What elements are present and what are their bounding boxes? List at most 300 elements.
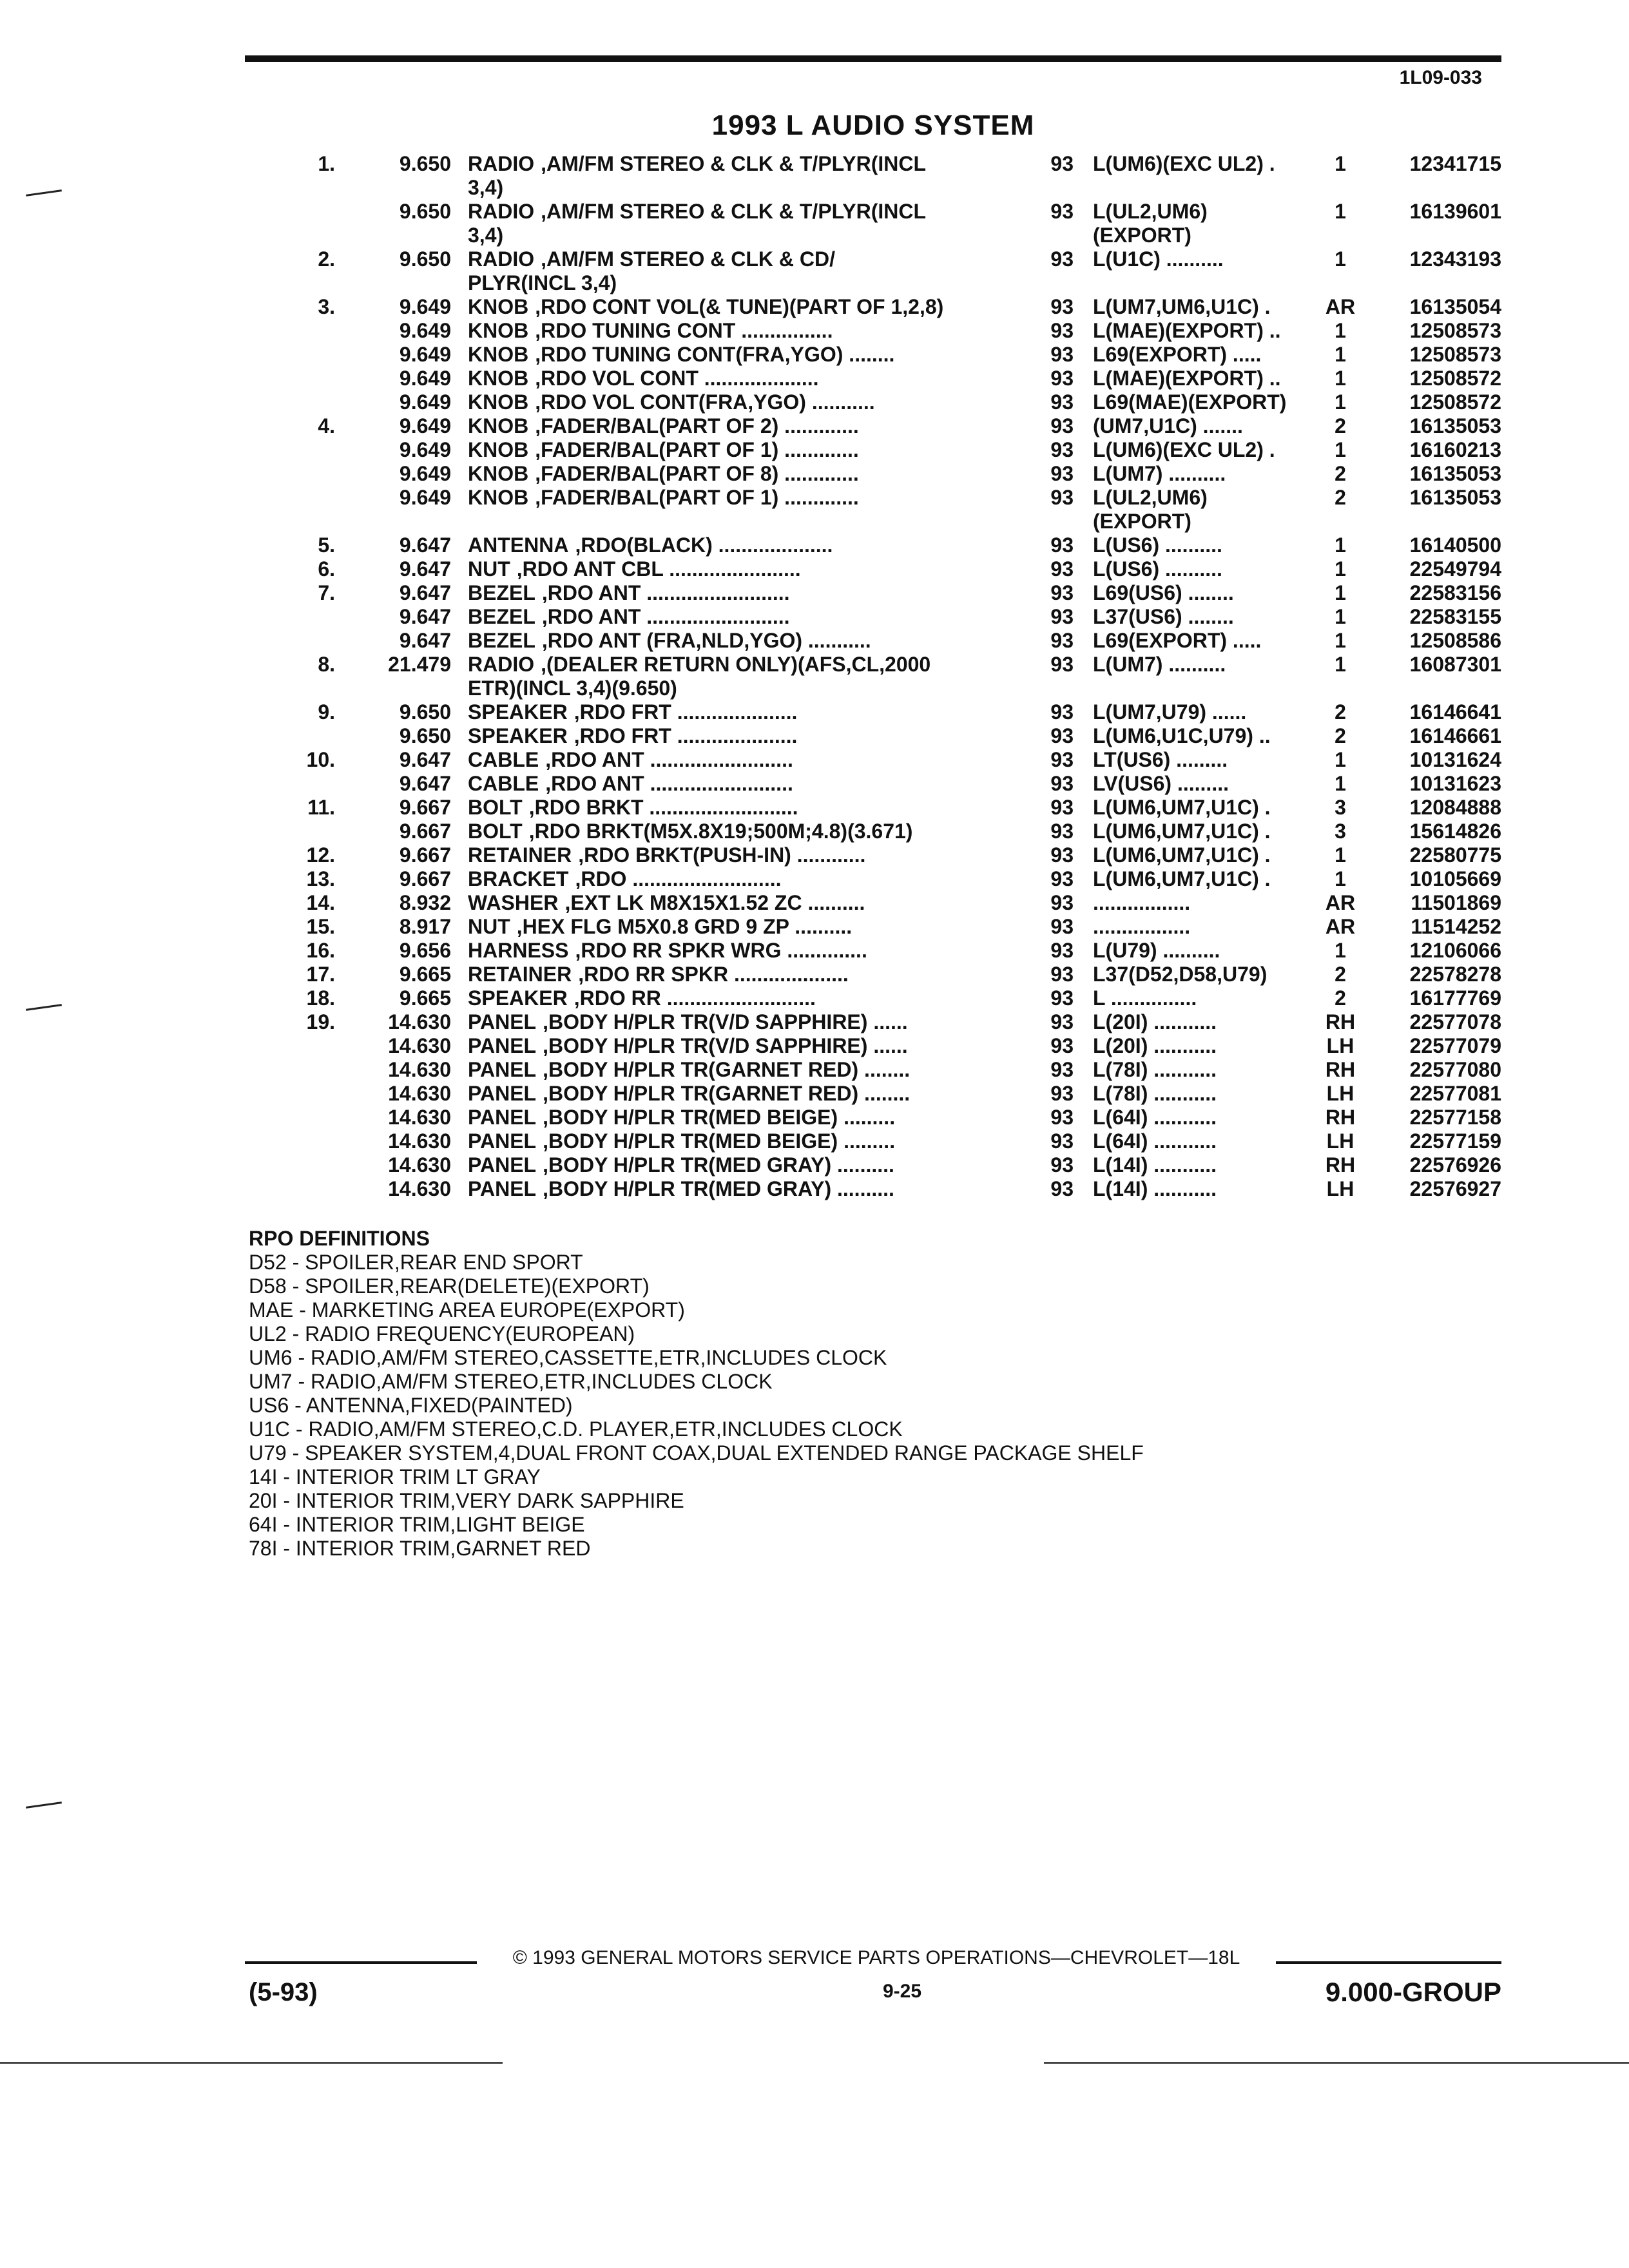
part-name: CABLE — [468, 772, 539, 795]
group-number: 9.665 — [399, 986, 451, 1010]
table-row — [0, 581, 1629, 605]
footer-page-number: 9-25 — [882, 1981, 922, 2002]
quantity: RH — [1325, 1153, 1356, 1177]
part-detail: ,RDO FRT ..................... — [574, 700, 798, 724]
part-description — [468, 700, 1048, 724]
part-name: PANEL — [468, 1058, 537, 1081]
quantity: 1 — [1335, 152, 1346, 175]
group-number: 14.630 — [388, 1010, 451, 1033]
group-number: 9.649 — [399, 367, 451, 390]
quantity: LH — [1326, 1034, 1354, 1057]
part-number: 22577159 — [1409, 1129, 1501, 1153]
item-number: 18. — [306, 986, 335, 1010]
quantity: 1 — [1335, 438, 1346, 461]
table-row — [0, 724, 1629, 748]
application — [1093, 533, 1312, 557]
application-line: L(78I) ........... — [1093, 1058, 1217, 1081]
part-name: BRACKET — [468, 867, 569, 890]
margin-mark — [26, 1802, 62, 1809]
parts-table — [0, 152, 1629, 1201]
application-line: L(UM6,U1C,U79) .. — [1093, 724, 1271, 747]
table-row — [0, 343, 1629, 367]
application-line: L(20I) ........... — [1093, 1010, 1217, 1033]
group-number: 14.630 — [388, 1129, 451, 1153]
part-number: 15614826 — [1409, 820, 1501, 843]
part-number: 10105669 — [1409, 867, 1501, 890]
table-row — [0, 1058, 1629, 1082]
part-number: 22577081 — [1409, 1082, 1501, 1105]
table-row — [0, 438, 1629, 462]
footer-group: 9.000-GROUP — [1325, 1977, 1501, 2007]
quantity: 1 — [1335, 843, 1346, 867]
part-detail: ,BODY H/PLR TR(V/D SAPPHIRE) ...... — [543, 1010, 908, 1033]
table-row — [0, 629, 1629, 653]
part-detail: ,RDO ANT ......................... — [541, 581, 790, 604]
part-detail: ,BODY H/PLR TR(MED BEIGE) ......... — [543, 1106, 896, 1129]
table-row — [0, 414, 1629, 438]
table-row — [0, 867, 1629, 891]
part-name: RADIO — [468, 247, 535, 271]
part-name: PANEL — [468, 1082, 537, 1105]
quantity: 1 — [1335, 247, 1346, 271]
application-line: L(20I) ........... — [1093, 1034, 1217, 1057]
part-description — [468, 748, 1048, 772]
item-number: 2. — [318, 247, 335, 271]
part-number: 16177769 — [1409, 986, 1501, 1010]
part-description — [468, 939, 1048, 963]
part-description — [468, 200, 1048, 247]
application-line: L(U1C) .......... — [1093, 247, 1224, 271]
part-detail: ,BODY H/PLR TR(V/D SAPPHIRE) ...... — [543, 1034, 908, 1057]
table-row — [0, 1177, 1629, 1201]
application-line: L37(D52,D58,U79) — [1093, 963, 1268, 986]
part-number: 16135053 — [1409, 486, 1501, 509]
quantity: AR — [1325, 915, 1356, 938]
model-year: 93 — [1050, 843, 1074, 867]
model-year: 93 — [1050, 891, 1074, 914]
part-detail: ,RDO .......................... — [575, 867, 782, 890]
model-year: 93 — [1050, 152, 1074, 175]
application-line: L(UM7,U79) ...... — [1093, 700, 1247, 724]
group-number: 8.932 — [399, 891, 451, 914]
table-row — [0, 1010, 1629, 1034]
part-number: 12341715 — [1409, 152, 1501, 175]
part-description — [468, 891, 1048, 915]
part-number: 22577080 — [1409, 1058, 1501, 1081]
application-line: L(MAE)(EXPORT) .. — [1093, 367, 1281, 390]
application — [1093, 1177, 1312, 1201]
application-line: L(UM7) .......... — [1093, 653, 1226, 676]
model-year: 93 — [1050, 629, 1074, 652]
application — [1093, 986, 1312, 1010]
model-year: 93 — [1050, 939, 1074, 962]
rpo-title: RPO DEFINITIONS — [249, 1227, 430, 1250]
group-number: 9.647 — [399, 605, 451, 628]
part-name: PANEL — [468, 1034, 537, 1057]
part-description — [468, 820, 1048, 843]
part-description — [468, 986, 1048, 1010]
part-description — [468, 533, 1048, 557]
application — [1093, 1010, 1312, 1034]
model-year: 93 — [1050, 1010, 1074, 1033]
part-name: KNOB — [468, 390, 529, 414]
part-name: BEZEL — [468, 605, 535, 628]
bottom-scan-line-right — [1044, 2062, 1629, 2064]
application — [1093, 653, 1312, 677]
part-description — [468, 390, 1048, 414]
table-row — [0, 963, 1629, 986]
footer-date: (5-93) — [249, 1978, 318, 2006]
item-number: 1. — [318, 152, 335, 175]
part-description — [468, 1177, 1048, 1201]
item-number: 16. — [306, 939, 335, 962]
part-description — [468, 486, 1048, 510]
part-detail: ,RDO RR SPKR .................... — [578, 963, 849, 986]
table-row — [0, 748, 1629, 772]
item-number: 12. — [306, 843, 335, 867]
part-name: BEZEL — [468, 581, 535, 604]
model-year: 93 — [1050, 1082, 1074, 1105]
model-year: 93 — [1050, 1058, 1074, 1081]
table-row — [0, 1082, 1629, 1106]
application — [1093, 486, 1312, 533]
table-row — [0, 796, 1629, 820]
rpo-definition-line: 20I - INTERIOR TRIM,VERY DARK SAPPHIRE — [249, 1489, 684, 1512]
quantity: 2 — [1335, 414, 1346, 437]
part-description — [468, 462, 1048, 486]
model-year: 93 — [1050, 367, 1074, 390]
part-detail: ,FADER/BAL(PART OF 1) ............. — [535, 486, 859, 509]
item-number: 9. — [318, 700, 335, 724]
quantity: 1 — [1335, 939, 1346, 962]
model-year: 93 — [1050, 748, 1074, 771]
table-row — [0, 319, 1629, 343]
application-line: L(US6) .......... — [1093, 533, 1222, 557]
application — [1093, 438, 1312, 462]
group-number: 9.656 — [399, 939, 451, 962]
group-number: 9.650 — [399, 152, 451, 175]
table-row — [0, 200, 1629, 247]
item-number: 15. — [306, 915, 335, 938]
application — [1093, 724, 1312, 748]
quantity: LH — [1326, 1129, 1354, 1153]
table-row — [0, 653, 1629, 700]
application-line: L37(US6) ........ — [1093, 605, 1234, 628]
model-year: 93 — [1050, 533, 1074, 557]
part-description — [468, 1058, 1048, 1082]
part-number: 11501869 — [1411, 891, 1501, 914]
application — [1093, 748, 1312, 772]
group-number: 9.647 — [399, 629, 451, 652]
part-detail: ,AM/FM STEREO & CLK & T/PLYR(INCL — [541, 152, 927, 175]
quantity: 1 — [1335, 390, 1346, 414]
item-number: 8. — [318, 653, 335, 676]
model-year: 93 — [1050, 700, 1074, 724]
part-name: SPEAKER — [468, 724, 568, 747]
part-detail: ,(DEALER RETURN ONLY)(AFS,CL,2000 — [541, 653, 931, 676]
quantity: 1 — [1335, 533, 1346, 557]
part-number: 22583156 — [1409, 581, 1501, 604]
table-row — [0, 1106, 1629, 1129]
item-number: 5. — [318, 533, 335, 557]
part-number: 16087301 — [1409, 653, 1501, 676]
part-description — [468, 581, 1048, 605]
application-line: L(U79) .......... — [1093, 939, 1220, 962]
quantity: 2 — [1335, 462, 1346, 485]
group-number: 9.667 — [399, 843, 451, 867]
footer-rule-right — [1276, 1961, 1501, 1964]
part-description — [468, 629, 1048, 653]
application — [1093, 414, 1312, 438]
part-name: NUT — [468, 915, 510, 938]
rpo-definition-line: UL2 - RADIO FREQUENCY(EUROPEAN) — [249, 1322, 635, 1345]
part-name: RADIO — [468, 653, 535, 676]
table-row — [0, 915, 1629, 939]
page-title: 1993 L AUDIO SYSTEM — [711, 110, 1035, 141]
part-number: 16146641 — [1409, 700, 1501, 724]
application — [1093, 295, 1312, 319]
model-year: 93 — [1050, 1106, 1074, 1129]
rpo-definition-line: U79 - SPEAKER SYSTEM,4,DUAL FRONT COAX,DUAL EXTENDED RANGE PACKAGE SHELF — [249, 1441, 1144, 1465]
group-number: 14.630 — [388, 1082, 451, 1105]
group-number: 9.649 — [399, 414, 451, 437]
model-year: 93 — [1050, 772, 1074, 795]
quantity: AR — [1325, 295, 1356, 318]
part-name: CABLE — [468, 748, 539, 771]
application — [1093, 557, 1312, 581]
part-detail: ,RDO TUNING CONT ................ — [535, 319, 833, 342]
model-year: 93 — [1050, 820, 1074, 843]
part-number: 12343193 — [1409, 247, 1501, 271]
part-description — [468, 319, 1048, 343]
group-number: 9.647 — [399, 533, 451, 557]
model-year: 93 — [1050, 200, 1074, 223]
part-name: RETAINER — [468, 843, 572, 867]
application-line: L69(EXPORT) ..... — [1093, 343, 1262, 366]
group-number: 9.667 — [399, 820, 451, 843]
application-line: L(UM6,UM7,U1C) . — [1093, 796, 1271, 819]
application-line: L69(MAE)(EXPORT) — [1093, 390, 1287, 414]
application — [1093, 1129, 1312, 1153]
quantity: 3 — [1335, 796, 1346, 819]
part-number: 16135053 — [1409, 414, 1501, 437]
application — [1093, 581, 1312, 605]
part-detail: ,RDO ANT ......................... — [541, 605, 790, 628]
model-year: 93 — [1050, 390, 1074, 414]
quantity: 1 — [1335, 343, 1346, 366]
part-detail: ,RDO BRKT(M5X.8X19;500M;4.8)(3.671) — [528, 820, 913, 843]
item-number: 14. — [306, 891, 335, 914]
part-description — [468, 367, 1048, 390]
rpo-definitions — [249, 1227, 1144, 1561]
part-name: RETAINER — [468, 963, 572, 986]
table-row — [0, 1153, 1629, 1177]
part-name: PANEL — [468, 1177, 537, 1200]
part-number: 22580775 — [1409, 843, 1501, 867]
part-name: KNOB — [468, 462, 529, 485]
application — [1093, 152, 1312, 176]
part-detail: ,RDO ANT ......................... — [545, 772, 793, 795]
part-name: KNOB — [468, 319, 529, 342]
application-line: L(UM6,UM7,U1C) . — [1093, 820, 1271, 843]
model-year: 93 — [1050, 462, 1074, 485]
rpo-definition-line: 78I - INTERIOR TRIM,GARNET RED — [249, 1537, 591, 1560]
part-name: KNOB — [468, 343, 529, 366]
part-detail-continued: PLYR(INCL 3,4) — [468, 271, 617, 294]
rpo-definition-line: UM6 - RADIO,AM/FM STEREO,CASSETTE,ETR,INCLUDES CLOCK — [249, 1346, 887, 1369]
footer-rule-left — [245, 1961, 477, 1964]
part-detail: ,BODY H/PLR TR(MED GRAY) .......... — [543, 1153, 894, 1177]
group-number: 9.650 — [399, 200, 451, 223]
item-number: 17. — [306, 963, 335, 986]
page-code: 1L09-033 — [1399, 67, 1482, 88]
application — [1093, 629, 1312, 653]
part-number: 22577158 — [1409, 1106, 1501, 1129]
part-detail: ,RDO TUNING CONT(FRA,YGO) ........ — [535, 343, 895, 366]
group-number: 14.630 — [388, 1058, 451, 1081]
part-number: 10131624 — [1409, 748, 1501, 771]
part-name: WASHER — [468, 891, 559, 914]
part-name: PANEL — [468, 1010, 537, 1033]
part-description — [468, 343, 1048, 367]
quantity: 1 — [1335, 367, 1346, 390]
part-description — [468, 295, 1048, 319]
rpo-definition-line: US6 - ANTENNA,FIXED(PAINTED) — [249, 1394, 573, 1417]
part-number: 11514252 — [1411, 915, 1501, 938]
application-line: L(64I) ........... — [1093, 1106, 1217, 1129]
application-line: ................. — [1093, 891, 1191, 914]
quantity: 2 — [1335, 486, 1346, 509]
rpo-definition-line: 64I - INTERIOR TRIM,LIGHT BEIGE — [249, 1513, 585, 1536]
part-number: 12508573 — [1409, 319, 1501, 342]
part-number: 12508586 — [1409, 629, 1501, 652]
model-year: 93 — [1050, 796, 1074, 819]
application-line-continued: (EXPORT) — [1093, 224, 1191, 247]
part-name: HARNESS — [468, 939, 569, 962]
part-detail: ,AM/FM STEREO & CLK & CD/ — [541, 247, 835, 271]
part-detail: ,AM/FM STEREO & CLK & T/PLYR(INCL — [541, 200, 927, 223]
table-row — [0, 843, 1629, 867]
application — [1093, 867, 1312, 891]
application-line: L(14I) ........... — [1093, 1153, 1217, 1177]
application — [1093, 319, 1312, 343]
application — [1093, 367, 1312, 390]
application — [1093, 1058, 1312, 1082]
application-line: L(US6) .......... — [1093, 557, 1222, 581]
part-description — [468, 772, 1048, 796]
part-number: 12508572 — [1409, 390, 1501, 414]
part-name: RADIO — [468, 200, 535, 223]
quantity: 2 — [1335, 700, 1346, 724]
part-description — [468, 724, 1048, 748]
application — [1093, 390, 1312, 414]
group-number: 9.665 — [399, 963, 451, 986]
table-row — [0, 462, 1629, 486]
part-description — [468, 915, 1048, 939]
part-name: KNOB — [468, 438, 529, 461]
part-name: BEZEL — [468, 629, 535, 652]
part-name: PANEL — [468, 1129, 537, 1153]
table-row — [0, 486, 1629, 533]
model-year: 93 — [1050, 438, 1074, 461]
group-number: 9.649 — [399, 319, 451, 342]
group-number: 14.630 — [388, 1106, 451, 1129]
application-line: LV(US6) ......... — [1093, 772, 1229, 795]
application-line: L(UM6,UM7,U1C) . — [1093, 867, 1271, 890]
group-number: 21.479 — [388, 653, 451, 676]
model-year: 93 — [1050, 1153, 1074, 1177]
application — [1093, 1153, 1312, 1177]
application — [1093, 915, 1312, 939]
application-line: L(UM7) .......... — [1093, 462, 1226, 485]
item-number: 13. — [306, 867, 335, 890]
part-number: 16140500 — [1409, 533, 1501, 557]
model-year: 93 — [1050, 319, 1074, 342]
application-line: L69(EXPORT) ..... — [1093, 629, 1262, 652]
part-detail: ,BODY H/PLR TR(GARNET RED) ........ — [543, 1058, 911, 1081]
part-detail-continued: ETR)(INCL 3,4)(9.650) — [468, 677, 677, 700]
application-line: L(14I) ........... — [1093, 1177, 1217, 1200]
application — [1093, 247, 1312, 271]
application-line: L(UL2,UM6) — [1093, 486, 1208, 509]
part-detail: ,RDO VOL CONT(FRA,YGO) ........... — [535, 390, 875, 414]
model-year: 93 — [1050, 605, 1074, 628]
model-year: 93 — [1050, 557, 1074, 581]
quantity: 1 — [1335, 557, 1346, 581]
quantity: RH — [1325, 1058, 1356, 1081]
part-number: 12084888 — [1409, 796, 1501, 819]
application-line: L ............... — [1093, 986, 1197, 1010]
part-description — [468, 963, 1048, 986]
part-number: 22576927 — [1409, 1177, 1501, 1200]
application-line: ................. — [1093, 915, 1191, 938]
part-description — [468, 247, 1048, 295]
group-number: 9.649 — [399, 462, 451, 485]
quantity: 3 — [1335, 820, 1346, 843]
table-row — [0, 247, 1629, 295]
quantity: 1 — [1335, 772, 1346, 795]
part-detail: ,RDO ANT CBL ....................... — [516, 557, 801, 581]
part-description — [468, 1010, 1048, 1034]
group-number: 9.647 — [399, 748, 451, 771]
quantity: 1 — [1335, 653, 1346, 676]
group-number: 9.647 — [399, 557, 451, 581]
part-description — [468, 843, 1048, 867]
quantity: RH — [1325, 1010, 1356, 1033]
part-name: KNOB — [468, 414, 529, 437]
application-line: LT(US6) ......... — [1093, 748, 1228, 771]
application — [1093, 796, 1312, 820]
application-line: L69(US6) ........ — [1093, 581, 1234, 604]
quantity: 1 — [1335, 200, 1346, 223]
footer-copyright: © 1993 GENERAL MOTORS SERVICE PARTS OPERATIONS—CHEVROLET—18L — [512, 1947, 1240, 1968]
quantity: AR — [1325, 891, 1356, 914]
item-number: 3. — [318, 295, 335, 318]
application — [1093, 843, 1312, 867]
part-name: RADIO — [468, 152, 535, 175]
part-detail-continued: 3,4) — [468, 224, 504, 247]
part-detail: ,RDO RR .......................... — [574, 986, 816, 1010]
table-row — [0, 820, 1629, 843]
application-line: L(UL2,UM6) — [1093, 200, 1208, 223]
table-row — [0, 1129, 1629, 1153]
part-number: 22583155 — [1409, 605, 1501, 628]
part-description — [468, 557, 1048, 581]
table-row — [0, 533, 1629, 557]
group-number: 14.630 — [388, 1153, 451, 1177]
model-year: 93 — [1050, 653, 1074, 676]
part-number: 22577078 — [1409, 1010, 1501, 1033]
